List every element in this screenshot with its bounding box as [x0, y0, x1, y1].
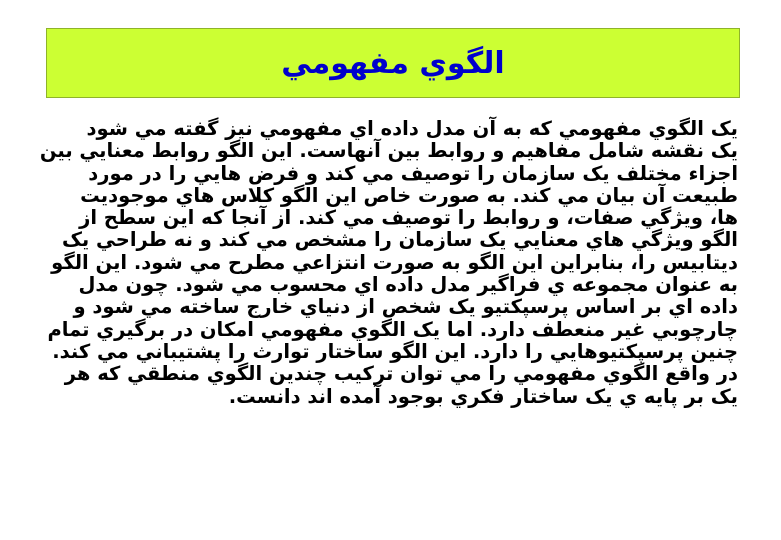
body-line: ها، ويژگي صفات، و روابط را توصيف مي کند. از آنجا که اين سطح از: [79, 206, 738, 230]
body-line: يک نقشه شامل مفاهيم و روابط بين آنهاست. اين الگو روابط معنايي بين: [39, 139, 738, 163]
title-banner: [46, 28, 740, 98]
body-paragraph: [39, 117, 738, 408]
body-line: طبيعت آن بيان مي کند. به صورت خاص اين الگو کلاس هاي موجوديت: [80, 183, 738, 207]
body-line: يک بر پايه ي يک ساختار فکري بوجود آمده اند دانست.: [228, 384, 738, 408]
slide-title: الگوي مفهومي: [281, 45, 505, 81]
body-line: داده اي بر اساس پرسپکتيو يک شخص از دنياي خارج ساخته مي شود و: [73, 295, 738, 319]
body-line: يک الگوي مفهومي که به آن مدل داده اي مفهومي نيز گفته مي شود: [86, 117, 738, 140]
body-line: در واقع الگوي مفهومي را مي توان ترکيب چندين الگوي منطقي که هر: [64, 362, 738, 386]
body-line: اجزاء مختلف يک سازمان را توصيف مي کند و فرض هايي را در مورد: [88, 161, 738, 185]
body-line: به عنوان مجموعه ي فراگير مدل داده اي محسوب مي شود. چون مدل: [78, 273, 738, 297]
body-line: چنين پرسپکتيوهايي را دارد. اين الگو ساختار توارث را پشتيباني مي کند.: [52, 339, 738, 363]
body-line: چارچوبي غير منعطف دارد. اما يک الگوي مفهومي امکان در برگيري تمام: [47, 317, 738, 341]
body-line: ديتابيس را، بنابراين اين الگو به صورت انتزاعي مطرح مي شود. اين الگو: [51, 250, 738, 274]
body-line: الگو ويژگي هاي معنايي يک سازمان را مشخص مي کند و نه طراحي يک: [61, 228, 738, 252]
